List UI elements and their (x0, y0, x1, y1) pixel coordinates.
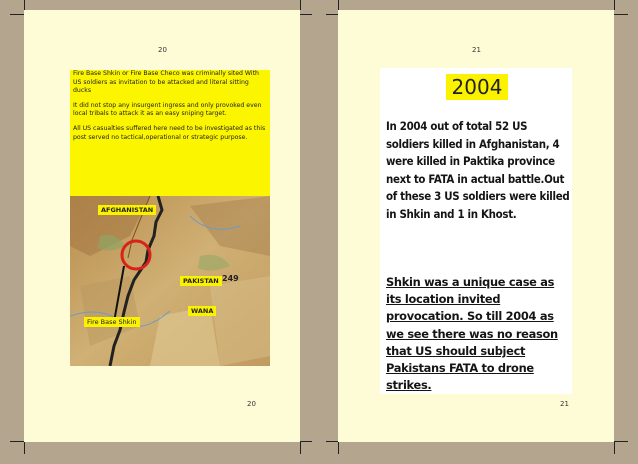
underlined-paragraph: Shkin was a unique case as its location invited provocation. So till 2004 as we see there was no reason that US should subject Pakistans FATA to drone strikes. (386, 275, 558, 393)
crop-mark (300, 442, 301, 454)
crop-mark (24, 0, 25, 10)
page-number-top: 20 (158, 46, 167, 54)
main-paragraph: In 2004 out of total 52 US soldiers killed in Afghanistan, 4 were killed in Paktika province next to FATA in actual battle.Out of these 3 US soldiers were killed in Shkin and 1 in Khost. (386, 119, 570, 221)
paragraph-2: It did not stop any insurgent ingress and only provoked even local tribals to attack it as an easy sniping target. (73, 101, 262, 118)
crop-mark (614, 442, 615, 454)
paragraph-1: Fire Base Shkin or Fire Base Checo was criminally sited With US soldiers as invitation to be attacked and literal sitting ducks (73, 70, 259, 95)
yellow-text-box (70, 70, 270, 198)
crop-mark (338, 442, 339, 454)
page-number-bottom: 21 (560, 400, 569, 408)
right-page (338, 10, 614, 442)
map-label-wana: WANA (188, 306, 216, 316)
year-heading: 2004 (446, 74, 508, 100)
map-graphic (70, 196, 270, 366)
crop-mark (614, 0, 615, 10)
crop-mark (326, 14, 338, 15)
crop-mark (300, 0, 301, 10)
map-label-fire-base: Fire Base Shkin (84, 317, 140, 327)
crop-mark (326, 441, 338, 442)
crop-mark (614, 14, 628, 15)
map-number-249: 249 (222, 274, 239, 283)
crop-mark (338, 0, 339, 10)
paragraph-3: All US casualties suffered here need to be investigated as this post served no tactical,operational or strategic purpose. (73, 124, 266, 141)
crop-mark (10, 441, 24, 442)
page-number-top: 21 (472, 46, 481, 54)
crop-mark (24, 442, 25, 454)
crop-mark (300, 14, 312, 15)
crop-mark (300, 441, 312, 442)
map-image (70, 196, 270, 366)
crop-mark (614, 441, 628, 442)
map-label-afghanistan: AFGHANISTAN (98, 205, 156, 215)
left-page (24, 10, 300, 442)
text-image (380, 68, 572, 394)
crop-mark (10, 14, 24, 15)
page-number-bottom: 20 (247, 400, 256, 408)
map-label-pakistan: PAKISTAN (180, 276, 222, 286)
